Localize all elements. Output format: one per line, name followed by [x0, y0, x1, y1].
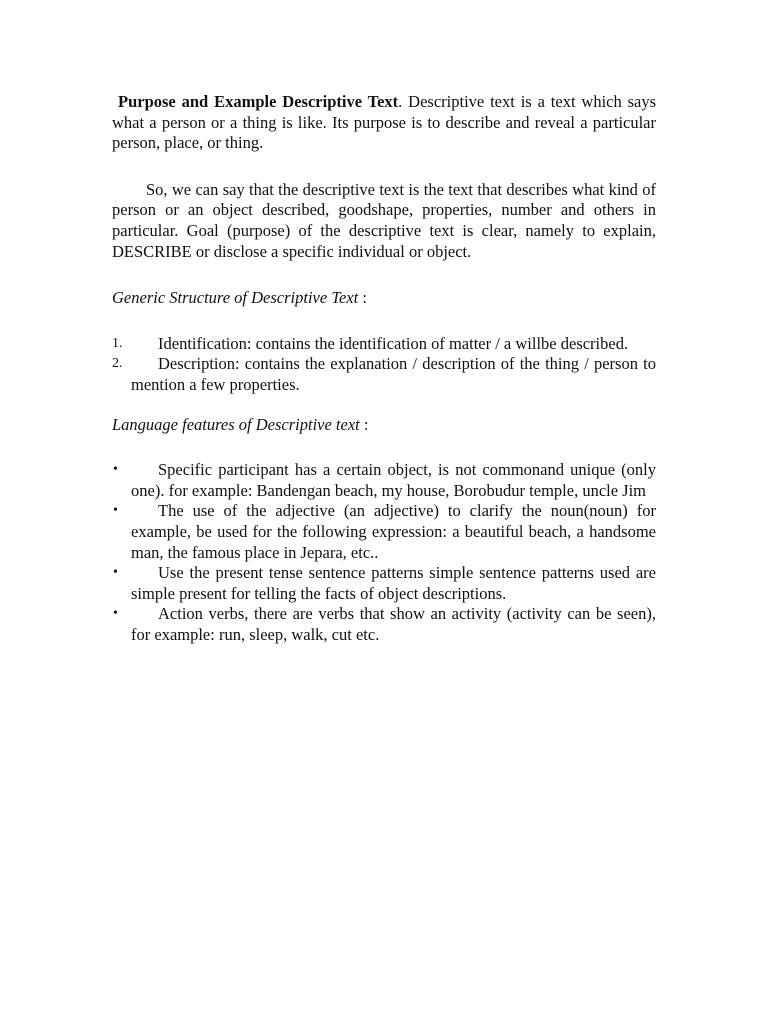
list-item-text: Use the present tense sentence patterns simple sentence patterns used are simple present for telling the facts of object descriptions.: [131, 563, 656, 603]
list-item-text: Identification: contains the identification of matter / a willbe described.: [158, 333, 629, 353]
intro-paragraph: [112, 92, 656, 154]
list-number: 1.: [112, 335, 123, 351]
list-item-text: The use of the adjective (an adjective) to clarify the noun(noun) for example, be used for the following expression: a beautiful beach, a handsome man, the famous place in Jepara, etc..: [131, 501, 656, 562]
bullet-icon: •: [113, 503, 118, 519]
language-features-list: [112, 460, 656, 645]
list-item-text: Description: contains the explanation / description of the thing / person to mention a few properties.: [131, 354, 656, 394]
list-item: [112, 460, 656, 501]
document-page: [112, 92, 656, 645]
explanation-paragraph: So, we can say that the descriptive text is the text that describes what kind of person or an object described, goodshape, properties, number and others in particular. Goal (purpose) of the descriptive text is clear, namely to explain, DESCRIBE or disclose a specific individual or object.: [112, 179, 656, 261]
list-item: [112, 501, 656, 563]
language-features-heading-text: Language features of Descriptive text: [112, 414, 360, 434]
generic-structure-heading: [112, 288, 656, 309]
list-item-text: Action verbs, there are verbs that show an activity (activity can be seen), for example: run, sleep, walk, cut etc.: [131, 604, 656, 644]
intro-body: . Descriptive text is a text which says what a person or a thing is like. Its purpose is to describe and reveal a particular person, place, or thing.: [112, 92, 657, 153]
bullet-icon: •: [113, 606, 118, 622]
list-item-text: Specific participant has a certain object, is not commonand unique (only one). for example: Bandengan beach, my house, Borobudur temple, uncle Jim: [131, 460, 656, 500]
list-item: [112, 563, 656, 604]
language-features-heading: [112, 415, 656, 436]
list-item: [112, 354, 656, 395]
generic-structure-heading-suffix: :: [358, 288, 367, 308]
list-item: [112, 334, 656, 355]
intro-title: Purpose and Example Descriptive Text: [118, 92, 399, 111]
generic-structure-list: [112, 334, 656, 396]
generic-structure-heading-text: Generic Structure of Descriptive Text: [112, 288, 359, 308]
bullet-icon: •: [113, 462, 118, 478]
list-number: 2.: [112, 356, 123, 372]
language-features-heading-suffix: :: [359, 414, 369, 434]
list-item: [112, 604, 656, 645]
bullet-icon: •: [113, 565, 118, 581]
